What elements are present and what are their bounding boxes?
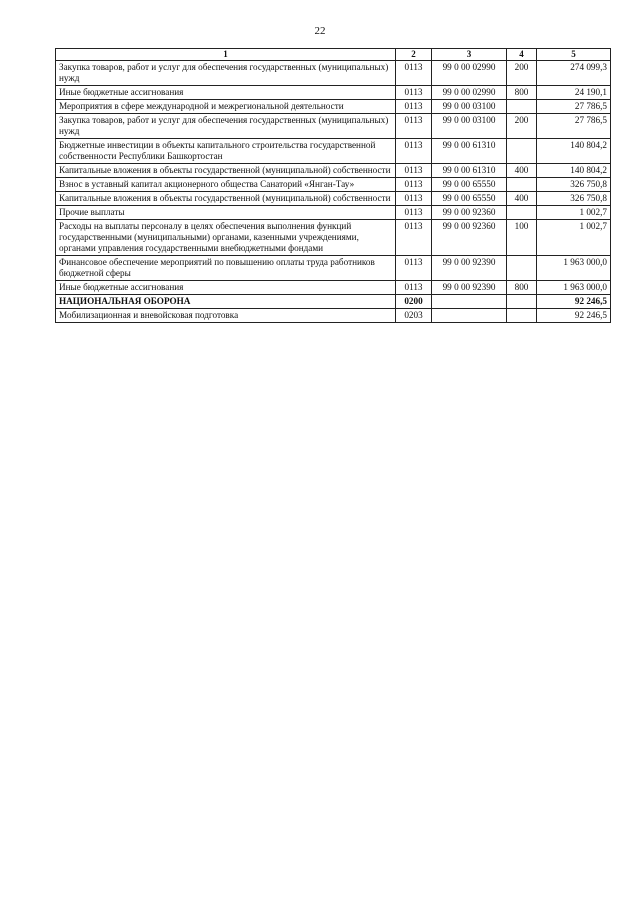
cell-expense-type (507, 206, 537, 220)
cell-expense-type: 100 (507, 220, 537, 256)
cell-section: 0113 (396, 192, 432, 206)
cell-section: 0113 (396, 113, 432, 138)
cell-expense-type: 800 (507, 85, 537, 99)
cell-target-article (432, 309, 507, 323)
cell-amount: 1 002,7 (537, 220, 611, 256)
cell-target-article: 99 0 00 65550 (432, 192, 507, 206)
cell-amount: 274 099,3 (537, 60, 611, 85)
cell-expense-type (507, 138, 537, 163)
header-col-1: 1 (56, 49, 396, 61)
cell-amount: 1 963 000,0 (537, 256, 611, 281)
cell-name: Закупка товаров, работ и услуг для обеспечения государственных (муниципальных) нужд (56, 60, 396, 85)
cell-section: 0113 (396, 256, 432, 281)
header-col-2: 2 (396, 49, 432, 61)
cell-name: Мероприятия в сфере международной и межрегиональной деятельности (56, 99, 396, 113)
cell-name: Взнос в уставный капитал акционерного общества Санаторий «Янган-Тау» (56, 178, 396, 192)
cell-target-article: 99 0 00 02990 (432, 85, 507, 99)
cell-name: НАЦИОНАЛЬНАЯ ОБОРОНА (56, 295, 396, 309)
cell-expense-type (507, 99, 537, 113)
cell-name: Капитальные вложения в объекты государственной (муниципальной) собственности (56, 192, 396, 206)
table-row (56, 281, 611, 295)
cell-section: 0113 (396, 206, 432, 220)
table-body (56, 60, 611, 323)
table-row (56, 178, 611, 192)
cell-amount: 24 190,1 (537, 85, 611, 99)
cell-amount: 1 963 000,0 (537, 281, 611, 295)
table-row (56, 295, 611, 309)
budget-table (55, 48, 611, 323)
cell-target-article: 99 0 00 61310 (432, 164, 507, 178)
cell-target-article: 99 0 00 03100 (432, 99, 507, 113)
page-number: 22 (314, 25, 326, 37)
cell-section: 0113 (396, 99, 432, 113)
table-row (56, 99, 611, 113)
cell-amount: 27 786,5 (537, 113, 611, 138)
table-header-row (56, 49, 611, 61)
cell-section: 0113 (396, 138, 432, 163)
cell-name: Мобилизационная и вневойсковая подготовка (56, 309, 396, 323)
cell-section: 0200 (396, 295, 432, 309)
cell-amount: 326 750,8 (537, 192, 611, 206)
cell-target-article: 99 0 00 65550 (432, 178, 507, 192)
cell-name: Бюджетные инвестиции в объекты капитального строительства государственной собственности Республики Башкортостан (56, 138, 396, 163)
cell-expense-type: 400 (507, 164, 537, 178)
cell-target-article: 99 0 00 61310 (432, 138, 507, 163)
cell-section: 0113 (396, 164, 432, 178)
cell-amount: 140 804,2 (537, 138, 611, 163)
cell-expense-type (507, 295, 537, 309)
cell-section: 0113 (396, 178, 432, 192)
table-row (56, 309, 611, 323)
cell-target-article: 99 0 00 02990 (432, 60, 507, 85)
cell-target-article: 99 0 00 92360 (432, 220, 507, 256)
cell-expense-type (507, 256, 537, 281)
cell-expense-type: 200 (507, 113, 537, 138)
table-row (56, 85, 611, 99)
cell-expense-type (507, 309, 537, 323)
cell-amount: 27 786,5 (537, 99, 611, 113)
cell-expense-type: 800 (507, 281, 537, 295)
cell-section: 0113 (396, 281, 432, 295)
cell-amount: 92 246,5 (537, 295, 611, 309)
cell-name: Капитальные вложения в объекты государственной (муниципальной) собственности (56, 164, 396, 178)
cell-name: Финансовое обеспечение мероприятий по повышению оплаты труда работников бюджетной сферы (56, 256, 396, 281)
cell-name: Закупка товаров, работ и услуг для обеспечения государственных (муниципальных) нужд (56, 113, 396, 138)
cell-section: 0113 (396, 60, 432, 85)
table-row (56, 256, 611, 281)
table-row (56, 206, 611, 220)
cell-expense-type (507, 178, 537, 192)
cell-name: Прочие выплаты (56, 206, 396, 220)
cell-section: 0113 (396, 85, 432, 99)
table-row (56, 220, 611, 256)
table-row (56, 164, 611, 178)
cell-amount: 92 246,5 (537, 309, 611, 323)
cell-name: Расходы на выплаты персоналу в целях обеспечения выполнения функций государственными (муниципальными) органами, казенными учреждениями, органами управления государственными внебюджетными фондами (56, 220, 396, 256)
cell-section: 0203 (396, 309, 432, 323)
header-col-4: 4 (507, 49, 537, 61)
cell-amount: 140 804,2 (537, 164, 611, 178)
cell-target-article: 99 0 00 92360 (432, 206, 507, 220)
header-col-5: 5 (537, 49, 611, 61)
cell-target-article (432, 295, 507, 309)
header-col-3: 3 (432, 49, 507, 61)
table-row (56, 192, 611, 206)
cell-section: 0113 (396, 220, 432, 256)
table-row (56, 113, 611, 138)
cell-name: Иные бюджетные ассигнования (56, 85, 396, 99)
cell-expense-type: 200 (507, 60, 537, 85)
cell-target-article: 99 0 00 03100 (432, 113, 507, 138)
cell-amount: 326 750,8 (537, 178, 611, 192)
cell-target-article: 99 0 00 92390 (432, 256, 507, 281)
cell-name: Иные бюджетные ассигнования (56, 281, 396, 295)
table-row (56, 60, 611, 85)
cell-target-article: 99 0 00 92390 (432, 281, 507, 295)
cell-amount: 1 002,7 (537, 206, 611, 220)
cell-expense-type: 400 (507, 192, 537, 206)
table-row (56, 138, 611, 163)
